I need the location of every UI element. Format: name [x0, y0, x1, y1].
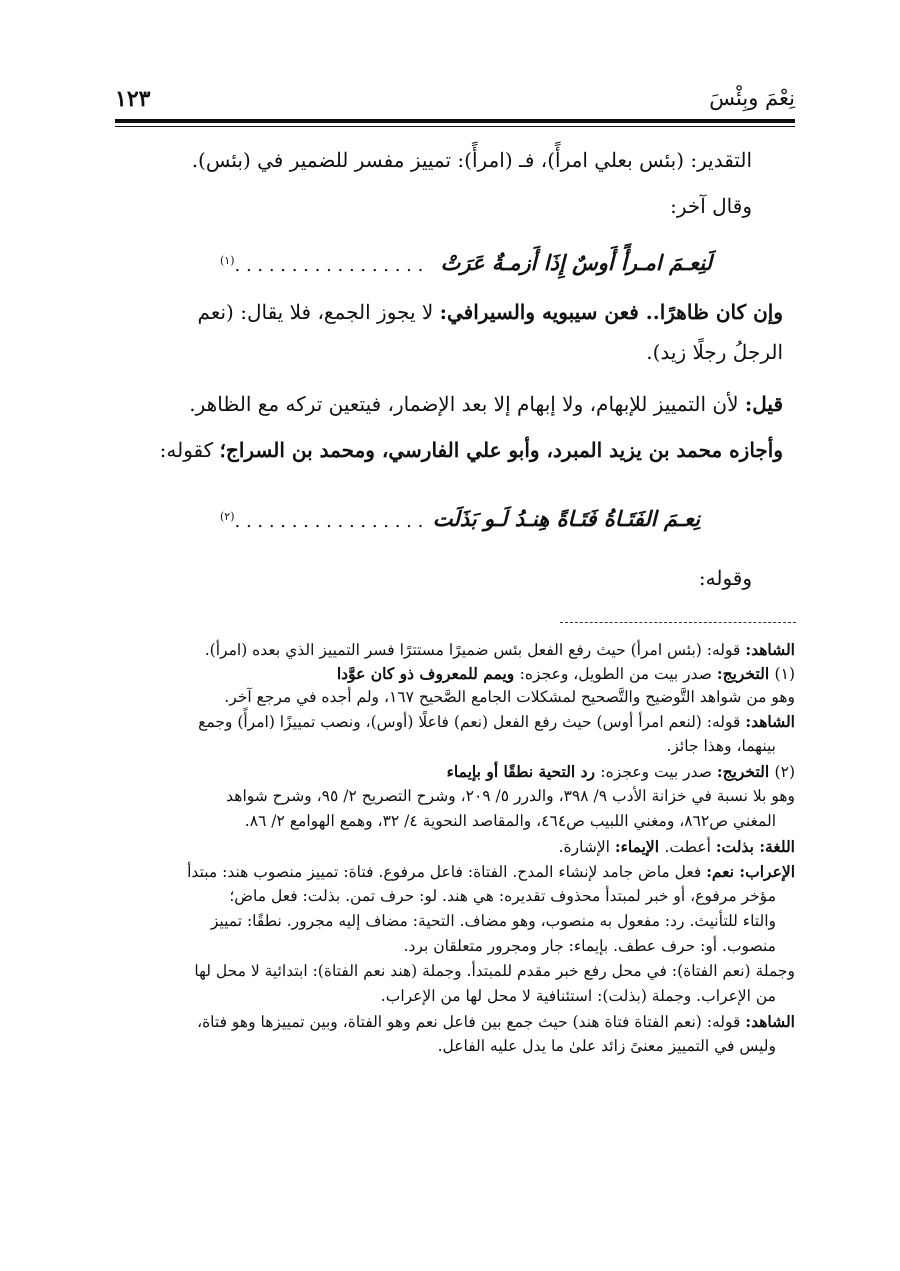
- footnote-text: أعطت.: [664, 838, 716, 856]
- verse-2-text: نِعـمَ الفَتَـاةُ فَتَـاةً هِنـدُ لَـو بَذَلَت: [432, 506, 700, 531]
- footnote-line: المغني ص٨٦٢، ومغني اللبيب ص٤٦٤، والمقاصد النحوية ٤/ ٣٢، وهمع الهوامع ٢/ ٨٦.: [244, 812, 776, 830]
- footnote-line: وهو من شواهد التَّوضيح والتَّصحيح لمشكلات الجامع الصَّحيح ١٦٧، ولم أجده في مرجع آخر.: [224, 688, 795, 706]
- footnote-line: [197, 1012, 795, 1031]
- verse-2-footnote-ref: (٢): [220, 510, 235, 523]
- paragraph-sibawayh-rest: لا يجوز الجمع، فلا يقال: (نعم: [197, 300, 440, 324]
- verse-2-dots: [220, 510, 423, 532]
- footnote-number: (٢): [774, 763, 795, 781]
- footnote-line: بينهما، وهذا جائز.: [666, 737, 776, 755]
- paragraph-ajazahu-rest: كقوله:: [159, 438, 220, 462]
- paragraph-wa-qawluhu: وقوله:: [698, 566, 752, 590]
- footnote-line: مؤخر مرفوع، أو خبر لمبتدأ محذوف تقديره: هي هند. لو: حرف تمن. بذلت: فعل ماض؛: [229, 887, 776, 905]
- footnote-line: وهو بلا نسبة في خزانة الأدب ٩/ ٣٩٨، والدرر ٥/ ٢٠٩، وشرح التصريح ٢/ ٩٥، وشرح شواهد: [226, 787, 795, 805]
- footnote-label: الشاهد:: [745, 640, 795, 659]
- verse-1-dots: [220, 254, 423, 276]
- footnote-line: من الإعراب. وجملة (بذلت): استئنافية لا محل لها من الإعراب.: [380, 987, 776, 1005]
- header-rule-thin: [115, 126, 795, 127]
- paragraph-qala-akhar: وقال آخر:: [670, 194, 752, 218]
- footnote-label: التخريج:: [716, 664, 775, 683]
- verse-1-footnote-ref: (١): [220, 254, 235, 267]
- paragraph-ajazahu: [160, 438, 783, 462]
- footnote-line: [187, 862, 795, 881]
- paragraph-qila-rest: لأن التمييز للإبهام، ولا إبهام إلا بعد الإضمار، فيتعين تركه مع الظاهر.: [189, 392, 745, 416]
- footnote-line: وجملة (نعم الفتاة): في محل رفع خبر مقدم للمبتدأ. وجملة (هند نعم الفتاة): ابتدائية لا محل لها: [194, 962, 795, 980]
- footnote-hemistich: ويمم للمعروف ذو كان عوَّدا: [336, 664, 520, 683]
- footnote-text: قوله: (لنعم امرأ أوس) حيث رفع الفعل (نعم) فاعلًا (أوس)، ونصب تمييزًا (امرأً) وجمع: [198, 713, 746, 731]
- paragraph-qila: [189, 392, 783, 416]
- footnote-line: [337, 664, 795, 683]
- footnote-number: (١): [774, 665, 795, 683]
- footnote-separator: [560, 622, 796, 623]
- footnote-text: صدر بيت من الطويل، وعجزه:: [519, 665, 717, 683]
- footnote-text: قوله: (نعم الفتاة فتاة هند) حيث جمع بين فاعل نعم وهو الفتاة، وبين تمييزها وهو فتاة،: [197, 1013, 746, 1031]
- footnote-text: فعل ماض جامد لإنشاء المدح. الفتاة: فاعل مرفوع. فتاة: تمييز منصوب هند: مبتدأ: [187, 863, 707, 881]
- footnote-label: اللغة: بذلت:: [715, 837, 795, 856]
- verse-2-ellipsis: . . . . . . . . . . . . . . . . .: [234, 511, 424, 532]
- footnote-label: التخريج:: [716, 762, 775, 781]
- footnote-line: [205, 640, 795, 659]
- footnote-line: [447, 762, 795, 781]
- paragraph-qila-bold: قيل:: [744, 392, 783, 416]
- footnote-label: الإيماء:: [614, 837, 665, 856]
- footnote-text: قوله: (بئس امرأ) حيث رفع الفعل بئس ضميرًا مستترًا فسر التمييز الذي بعده (امرأ).: [204, 641, 746, 659]
- running-title: نِعْمَ وبِئْسَ: [709, 86, 795, 110]
- footnote-text: الإشارة.: [558, 838, 615, 856]
- paragraph-sibawayh-bold: وإن كان ظاهرًا.. فعن سيبويه والسيرافي:: [439, 300, 783, 324]
- footnote-line: وليس في التمييز معنىً زائد علىٰ ما يدل عليه الفاعل.: [437, 1037, 776, 1055]
- footnote-text: صدر بيت وعجزه:: [600, 763, 717, 781]
- footnote-label: الشاهد:: [745, 712, 795, 731]
- footnote-line: والتاء للتأنيث. رد: مفعول به منصوب، وهو مضاف. التحية: مضاف إليه مجرور. نطقًا: تمييز: [210, 912, 776, 930]
- paragraph-ajazahu-bold: وأجازه محمد بن يزيد المبرد، وأبو علي الفارسي، ومحمد بن السراج؛: [219, 438, 783, 462]
- footnote-hemistich: رد التحية نطقًا أو بإيماء: [446, 762, 601, 781]
- footnote-line: [559, 837, 795, 856]
- verse-1-text: لَنِعـمَ امـرأً أَوسٌ إِذَا أَزمـةٌ عَرَتْ: [440, 250, 712, 275]
- page-header: [115, 86, 795, 116]
- verse-1-ellipsis: . . . . . . . . . . . . . . . . .: [234, 255, 424, 276]
- footnote-label: الإعراب: نعم:: [706, 862, 795, 881]
- footnote-line: [198, 712, 795, 731]
- page-number: ١٢٣: [115, 86, 151, 112]
- paragraph-sibawayh: [198, 300, 783, 324]
- footnote-label: الشاهد:: [745, 1012, 795, 1031]
- paragraph-taqdir: التقدير: (بئس بعلي امرأً)، فـ (امرأً): تمييز مفسر للضمير في (بئس).: [191, 148, 752, 172]
- footnote-line: منصوب. أو: حرف عطف. بإيماء: جار ومجرور متعلقان برد.: [403, 937, 776, 955]
- header-rule-thick: [115, 119, 795, 123]
- paragraph-sibawayh-line2: الرجلُ رجلًا زيد).: [646, 340, 783, 364]
